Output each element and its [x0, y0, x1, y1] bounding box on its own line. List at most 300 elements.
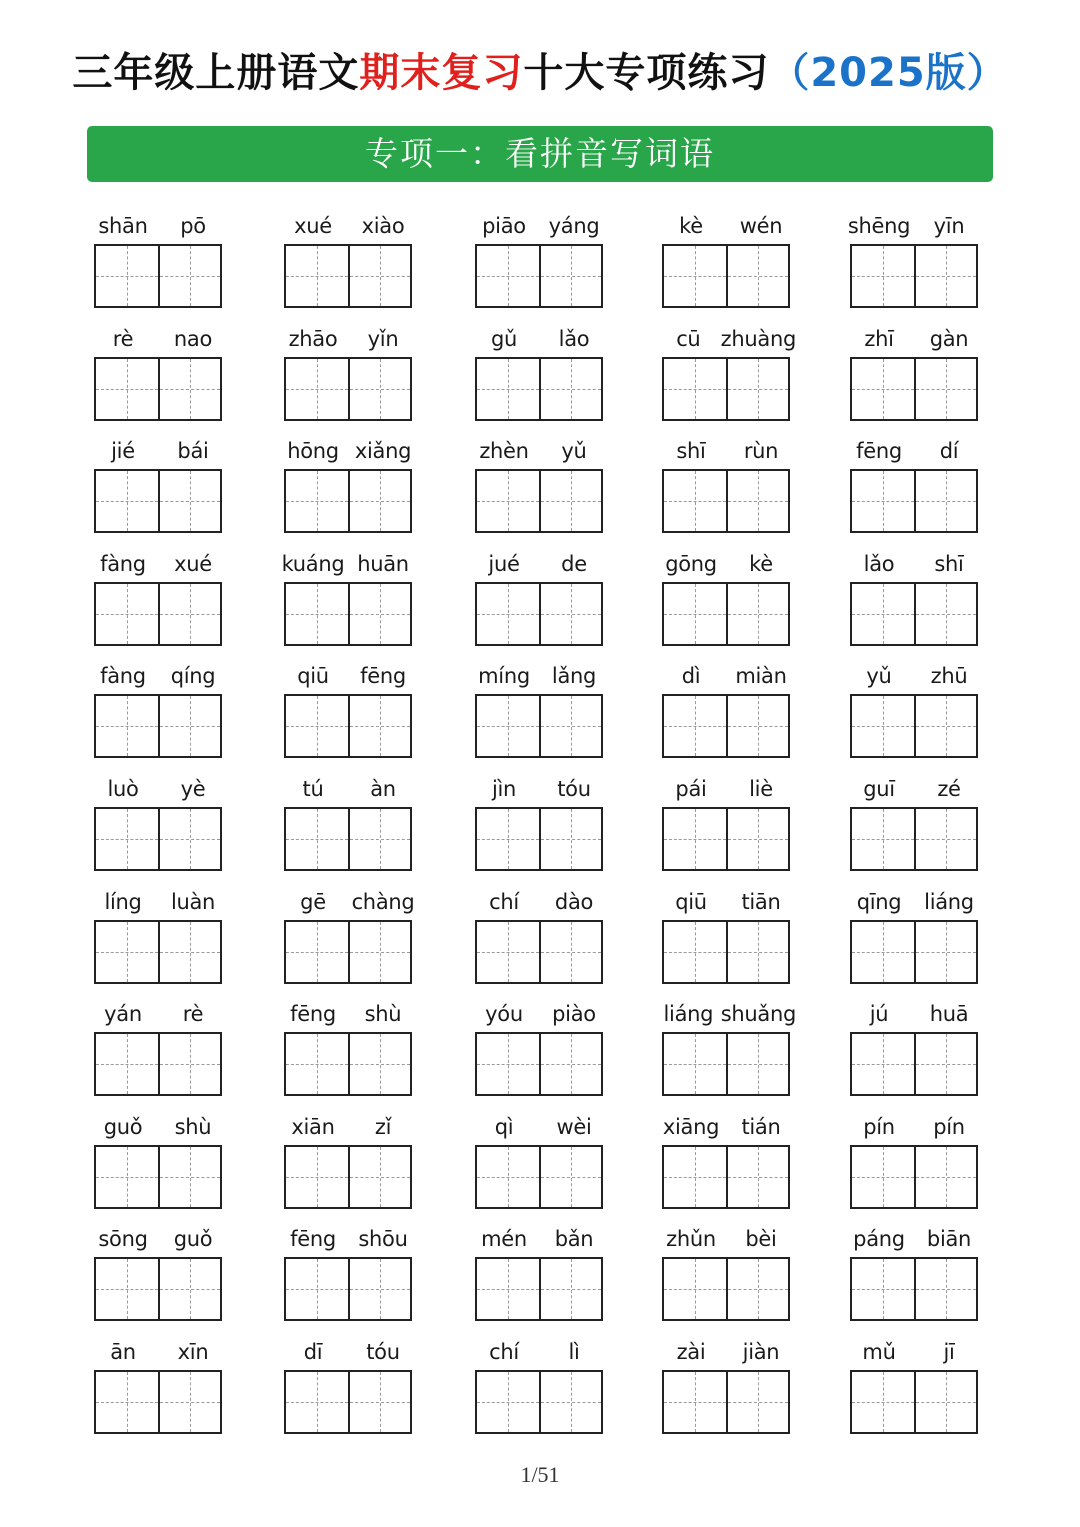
tianzige-cell[interactable]: [477, 1147, 539, 1207]
word-item: [475, 771, 603, 873]
writing-box[interactable]: [284, 694, 412, 758]
writing-box[interactable]: [94, 469, 222, 533]
pinyin-syllable: chàng: [351, 890, 415, 914]
tianzige-cell[interactable]: [158, 1147, 220, 1207]
writing-box[interactable]: [850, 1145, 978, 1209]
tianzige-cell[interactable]: [539, 359, 601, 419]
pinyin-label: [656, 996, 796, 1032]
word-item: [475, 1109, 603, 1211]
writing-box[interactable]: [850, 920, 978, 984]
tianzige-cell[interactable]: [477, 1259, 539, 1319]
tianzige-cell[interactable]: [726, 1147, 788, 1207]
tianzige-cell[interactable]: [158, 359, 220, 419]
page-number: 1/51: [520, 1462, 560, 1487]
tianzige-cell[interactable]: [286, 809, 348, 869]
pinyin-label: [278, 321, 418, 357]
word-item: [475, 208, 603, 310]
tianzige-cell[interactable]: [539, 471, 601, 531]
tianzige-cell[interactable]: [348, 584, 410, 644]
pinyin-syllable: mén: [481, 1227, 527, 1251]
tianzige-cell[interactable]: [477, 1372, 539, 1432]
word-item: [475, 1334, 603, 1436]
writing-box[interactable]: [94, 1032, 222, 1096]
tianzige-cell[interactable]: [286, 1147, 348, 1207]
pinyin-syllable: nao: [173, 327, 213, 351]
word-item: [662, 658, 790, 760]
word-item: [94, 771, 222, 873]
pinyin-syllable: zhū: [930, 664, 968, 688]
tianzige-cell[interactable]: [852, 471, 914, 531]
tianzige-cell[interactable]: [477, 1034, 539, 1094]
writing-box[interactable]: [475, 920, 603, 984]
tianzige-cell[interactable]: [158, 246, 220, 306]
tianzige-cell[interactable]: [664, 246, 726, 306]
tianzige-cell[interactable]: [914, 471, 976, 531]
pinyin-label: [844, 996, 984, 1032]
writing-box[interactable]: [850, 694, 978, 758]
tianzige-cell[interactable]: [286, 584, 348, 644]
writing-box[interactable]: [475, 244, 603, 308]
pinyin-syllable: xiǎng: [354, 439, 412, 463]
pinyin-syllable: wén: [739, 214, 783, 238]
pinyin-syllable: luò: [107, 777, 139, 801]
tianzige-cell[interactable]: [852, 1372, 914, 1432]
tianzige-cell[interactable]: [477, 809, 539, 869]
pinyin-label: [278, 546, 418, 582]
writing-box[interactable]: [475, 807, 603, 871]
tianzige-cell[interactable]: [158, 1034, 220, 1094]
tianzige-cell[interactable]: [477, 246, 539, 306]
tianzige-cell[interactable]: [726, 246, 788, 306]
tianzige-cell[interactable]: [539, 1259, 601, 1319]
tianzige-cell[interactable]: [96, 1372, 158, 1432]
tianzige-cell[interactable]: [726, 1034, 788, 1094]
writing-box[interactable]: [662, 1032, 790, 1096]
tianzige-cell[interactable]: [158, 1259, 220, 1319]
tianzige-cell[interactable]: [348, 359, 410, 419]
tianzige-cell[interactable]: [914, 1034, 976, 1094]
pinyin-label: [469, 658, 609, 694]
word-item: [662, 433, 790, 535]
writing-box[interactable]: [284, 244, 412, 308]
pinyin-syllable: shōu: [358, 1227, 408, 1251]
pinyin-syllable: liáng: [924, 890, 974, 914]
tianzige-cell[interactable]: [96, 809, 158, 869]
writing-box[interactable]: [662, 469, 790, 533]
writing-box[interactable]: [850, 244, 978, 308]
writing-box[interactable]: [94, 1145, 222, 1209]
pinyin-label: [88, 321, 228, 357]
pinyin-syllable: guǒ: [173, 1227, 213, 1251]
tianzige-cell[interactable]: [96, 584, 158, 644]
tianzige-cell[interactable]: [158, 696, 220, 756]
writing-box[interactable]: [94, 920, 222, 984]
pinyin-syllable: tóu: [366, 1340, 400, 1364]
pinyin-label: [278, 1109, 418, 1145]
pinyin-label: [656, 321, 796, 357]
pinyin-syllable: tiān: [741, 890, 781, 914]
pinyin-syllable: pín: [863, 1115, 895, 1139]
pinyin-syllable: jìn: [491, 777, 517, 801]
word-item: [850, 884, 978, 986]
tianzige-cell[interactable]: [477, 922, 539, 982]
tianzige-cell[interactable]: [348, 246, 410, 306]
writing-box[interactable]: [284, 1370, 412, 1434]
tianzige-cell[interactable]: [852, 359, 914, 419]
pinyin-syllable: lǎo: [558, 327, 590, 351]
tianzige-cell[interactable]: [96, 696, 158, 756]
section-banner: 专项一：看拼音写词语: [87, 126, 993, 182]
word-item: [662, 771, 790, 873]
tianzige-cell[interactable]: [726, 809, 788, 869]
tianzige-cell[interactable]: [286, 1034, 348, 1094]
writing-box[interactable]: [662, 1370, 790, 1434]
pinyin-label: [278, 884, 418, 920]
tianzige-cell[interactable]: [539, 922, 601, 982]
tianzige-cell[interactable]: [158, 1372, 220, 1432]
pinyin-syllable: dào: [554, 890, 594, 914]
pinyin-syllable: tián: [741, 1115, 781, 1139]
tianzige-cell[interactable]: [914, 359, 976, 419]
pinyin-syllable: xué: [294, 214, 332, 238]
pinyin-label: [88, 884, 228, 920]
tianzige-cell[interactable]: [726, 359, 788, 419]
pinyin-syllable: jú: [869, 1002, 889, 1026]
tianzige-cell[interactable]: [96, 922, 158, 982]
writing-box[interactable]: [850, 1032, 978, 1096]
tianzige-cell[interactable]: [914, 696, 976, 756]
tianzige-cell[interactable]: [726, 696, 788, 756]
word-item: [284, 433, 412, 535]
pinyin-syllable: luàn: [170, 890, 216, 914]
pinyin-syllable: zhāo: [288, 327, 338, 351]
tianzige-cell[interactable]: [852, 1259, 914, 1319]
tianzige-cell[interactable]: [852, 922, 914, 982]
writing-box[interactable]: [662, 357, 790, 421]
tianzige-cell[interactable]: [158, 471, 220, 531]
writing-box[interactable]: [850, 807, 978, 871]
pinyin-label: [469, 433, 609, 469]
word-item: [94, 1109, 222, 1211]
tianzige-cell[interactable]: [96, 359, 158, 419]
pinyin-syllable: yè: [180, 777, 206, 801]
tianzige-cell[interactable]: [286, 1259, 348, 1319]
tianzige-cell[interactable]: [96, 471, 158, 531]
tianzige-cell[interactable]: [664, 1034, 726, 1094]
writing-box[interactable]: [94, 1257, 222, 1321]
pinyin-label: [656, 771, 796, 807]
tianzige-cell[interactable]: [914, 922, 976, 982]
writing-box[interactable]: [475, 1032, 603, 1096]
tianzige-cell[interactable]: [96, 246, 158, 306]
pinyin-syllable: liè: [749, 777, 773, 801]
tianzige-cell[interactable]: [914, 246, 976, 306]
pinyin-label: [88, 1221, 228, 1257]
tianzige-cell[interactable]: [852, 809, 914, 869]
tianzige-cell[interactable]: [348, 1259, 410, 1319]
pinyin-label: [469, 321, 609, 357]
tianzige-cell[interactable]: [539, 1372, 601, 1432]
tianzige-cell[interactable]: [286, 1372, 348, 1432]
tianzige-cell[interactable]: [852, 1034, 914, 1094]
writing-box[interactable]: [475, 1370, 603, 1434]
writing-box[interactable]: [662, 807, 790, 871]
tianzige-cell[interactable]: [852, 584, 914, 644]
pinyin-syllable: dì: [681, 664, 701, 688]
writing-box[interactable]: [662, 1145, 790, 1209]
tianzige-cell[interactable]: [477, 359, 539, 419]
pinyin-syllable: fēng: [856, 439, 902, 463]
tianzige-cell[interactable]: [348, 696, 410, 756]
pinyin-syllable: qíng: [170, 664, 216, 688]
writing-box[interactable]: [662, 1257, 790, 1321]
word-item: [284, 771, 412, 873]
pinyin-syllable: piào: [552, 1002, 596, 1026]
pinyin-syllable: jī: [943, 1340, 955, 1364]
word-item: [284, 884, 415, 986]
pinyin-label: [278, 1334, 418, 1370]
tianzige-cell[interactable]: [726, 922, 788, 982]
word-item: [850, 1109, 978, 1211]
tianzige-cell[interactable]: [96, 1034, 158, 1094]
pinyin-syllable: yáng: [548, 214, 600, 238]
tianzige-cell[interactable]: [158, 809, 220, 869]
pinyin-syllable: yán: [104, 1002, 142, 1026]
writing-box[interactable]: [662, 582, 790, 646]
word-item: [284, 321, 412, 423]
tianzige-cell[interactable]: [348, 1372, 410, 1432]
pinyin-label: [469, 208, 609, 244]
pinyin-syllable: qiū: [675, 890, 707, 914]
tianzige-cell[interactable]: [539, 584, 601, 644]
tianzige-cell[interactable]: [914, 1147, 976, 1207]
tianzige-cell[interactable]: [664, 359, 726, 419]
pinyin-syllable: xīn: [177, 1340, 209, 1364]
pinyin-label: [844, 1109, 984, 1145]
writing-box[interactable]: [284, 469, 412, 533]
tianzige-cell[interactable]: [348, 471, 410, 531]
tianzige-cell[interactable]: [914, 1259, 976, 1319]
tianzige-cell[interactable]: [726, 1259, 788, 1319]
pinyin-syllable: tú: [302, 777, 324, 801]
tianzige-cell[interactable]: [539, 696, 601, 756]
word-item: [284, 996, 412, 1098]
tianzige-cell[interactable]: [477, 471, 539, 531]
writing-box[interactable]: [850, 469, 978, 533]
pinyin-label: [844, 208, 984, 244]
word-item: [850, 1334, 978, 1436]
word-item: [475, 884, 603, 986]
tianzige-cell[interactable]: [539, 1147, 601, 1207]
writing-box[interactable]: [662, 244, 790, 308]
writing-box[interactable]: [850, 1257, 978, 1321]
writing-box[interactable]: [475, 1257, 603, 1321]
tianzige-cell[interactable]: [286, 359, 348, 419]
title-year: （2025版）: [769, 50, 1008, 96]
tianzige-cell[interactable]: [539, 246, 601, 306]
tianzige-cell[interactable]: [286, 696, 348, 756]
pinyin-syllable: lǎo: [863, 552, 895, 576]
tianzige-cell[interactable]: [348, 1147, 410, 1207]
word-item: [850, 433, 978, 535]
pinyin-syllable: guī: [863, 777, 895, 801]
pinyin-label: [278, 208, 418, 244]
tianzige-cell[interactable]: [286, 246, 348, 306]
pinyin-syllable: guǒ: [103, 1115, 143, 1139]
word-item: [662, 208, 790, 310]
writing-box[interactable]: [475, 469, 603, 533]
pinyin-syllable: rè: [112, 327, 134, 351]
writing-box[interactable]: [94, 807, 222, 871]
word-item: [475, 658, 603, 760]
tianzige-cell[interactable]: [664, 809, 726, 869]
tianzige-cell[interactable]: [96, 1147, 158, 1207]
pinyin-label: [844, 1334, 984, 1370]
pinyin-syllable: kuáng: [281, 552, 345, 576]
tianzige-cell[interactable]: [914, 809, 976, 869]
pinyin-syllable: xiào: [361, 214, 405, 238]
pinyin-label: [88, 1109, 228, 1145]
title-part1: 三年级上册语文: [72, 50, 360, 96]
tianzige-cell[interactable]: [539, 809, 601, 869]
pinyin-syllable: chí: [489, 890, 519, 914]
writing-box[interactable]: [94, 357, 222, 421]
pinyin-syllable: chí: [489, 1340, 519, 1364]
tianzige-cell[interactable]: [477, 696, 539, 756]
pinyin-syllable: tóu: [557, 777, 591, 801]
writing-box[interactable]: [850, 582, 978, 646]
pinyin-syllable: pái: [675, 777, 707, 801]
tianzige-cell[interactable]: [726, 1372, 788, 1432]
pinyin-syllable: bǎn: [554, 1227, 594, 1251]
pinyin-label: [469, 1221, 609, 1257]
pinyin-label: [844, 771, 984, 807]
writing-box[interactable]: [475, 694, 603, 758]
pinyin-syllable: pō: [180, 214, 206, 238]
word-item: [284, 208, 412, 310]
tianzige-cell[interactable]: [852, 246, 914, 306]
tianzige-cell[interactable]: [477, 584, 539, 644]
writing-box[interactable]: [475, 357, 603, 421]
writing-box[interactable]: [662, 920, 790, 984]
tianzige-cell[interactable]: [664, 696, 726, 756]
pinyin-syllable: gē: [300, 890, 326, 914]
word-item: [284, 1221, 412, 1323]
tianzige-cell[interactable]: [914, 1372, 976, 1432]
pinyin-syllable: rùn: [743, 439, 779, 463]
word-item: [94, 996, 222, 1098]
tianzige-cell[interactable]: [348, 809, 410, 869]
writing-box[interactable]: [94, 1370, 222, 1434]
tianzige-cell[interactable]: [539, 1034, 601, 1094]
writing-box[interactable]: [850, 357, 978, 421]
word-item: [475, 433, 603, 535]
pinyin-label: [656, 884, 796, 920]
tianzige-cell[interactable]: [664, 1147, 726, 1207]
pinyin-label: [88, 996, 228, 1032]
writing-box[interactable]: [284, 920, 412, 984]
word-item: [850, 546, 978, 648]
tianzige-cell[interactable]: [664, 1259, 726, 1319]
writing-box[interactable]: [475, 1145, 603, 1209]
pinyin-syllable: yóu: [485, 1002, 523, 1026]
pinyin-label: [656, 1109, 796, 1145]
pinyin-syllable: xiān: [291, 1115, 335, 1139]
tianzige-cell[interactable]: [348, 922, 410, 982]
pinyin-syllable: zé: [937, 777, 961, 801]
pinyin-syllable: dī: [303, 1340, 323, 1364]
pinyin-syllable: shù: [364, 1002, 402, 1026]
pinyin-syllable: mǔ: [862, 1340, 896, 1364]
writing-box[interactable]: [850, 1370, 978, 1434]
pinyin-label: [469, 771, 609, 807]
writing-box[interactable]: [94, 582, 222, 646]
pinyin-label: [278, 658, 418, 694]
pinyin-syllable: wèi: [556, 1115, 592, 1139]
writing-box[interactable]: [662, 694, 790, 758]
pinyin-syllable: yǔ: [561, 439, 587, 463]
word-item: [94, 1334, 222, 1436]
writing-box[interactable]: [94, 694, 222, 758]
tianzige-cell[interactable]: [726, 471, 788, 531]
writing-box[interactable]: [284, 807, 412, 871]
pinyin-syllable: míng: [478, 664, 530, 688]
tianzige-cell[interactable]: [286, 471, 348, 531]
pinyin-label: [844, 546, 984, 582]
word-item: [850, 1221, 978, 1323]
tianzige-cell[interactable]: [852, 696, 914, 756]
pinyin-label: [278, 771, 418, 807]
pinyin-syllable: yǐn: [367, 327, 399, 351]
pinyin-syllable: kè: [679, 214, 703, 238]
tianzige-cell[interactable]: [158, 584, 220, 644]
pinyin-syllable: zhèn: [479, 439, 529, 463]
writing-box[interactable]: [284, 1145, 412, 1209]
tianzige-cell[interactable]: [664, 1372, 726, 1432]
pinyin-label: [656, 658, 796, 694]
writing-box[interactable]: [284, 1032, 412, 1096]
pinyin-label: [88, 208, 228, 244]
pinyin-syllable: shuǎng: [720, 1002, 796, 1026]
pinyin-label: [844, 321, 984, 357]
tianzige-cell[interactable]: [348, 1034, 410, 1094]
tianzige-cell[interactable]: [664, 584, 726, 644]
writing-box[interactable]: [475, 582, 603, 646]
tianzige-cell[interactable]: [96, 1259, 158, 1319]
word-item: [284, 1109, 412, 1211]
writing-box[interactable]: [284, 357, 412, 421]
writing-box[interactable]: [94, 244, 222, 308]
tianzige-cell[interactable]: [664, 922, 726, 982]
pinyin-label: [88, 771, 228, 807]
tianzige-cell[interactable]: [914, 584, 976, 644]
tianzige-cell[interactable]: [664, 471, 726, 531]
tianzige-cell[interactable]: [726, 584, 788, 644]
writing-box[interactable]: [284, 1257, 412, 1321]
title-highlight: 期末复习: [359, 50, 524, 96]
pinyin-label: [656, 433, 796, 469]
tianzige-cell[interactable]: [852, 1147, 914, 1207]
word-item: [850, 996, 978, 1098]
pinyin-label: [844, 433, 984, 469]
pinyin-syllable: biān: [926, 1227, 972, 1251]
pinyin-syllable: dí: [939, 439, 959, 463]
tianzige-cell[interactable]: [286, 922, 348, 982]
tianzige-cell[interactable]: [158, 922, 220, 982]
pinyin-syllable: qì: [494, 1115, 514, 1139]
writing-box[interactable]: [284, 582, 412, 646]
pinyin-syllable: fēng: [290, 1002, 336, 1026]
